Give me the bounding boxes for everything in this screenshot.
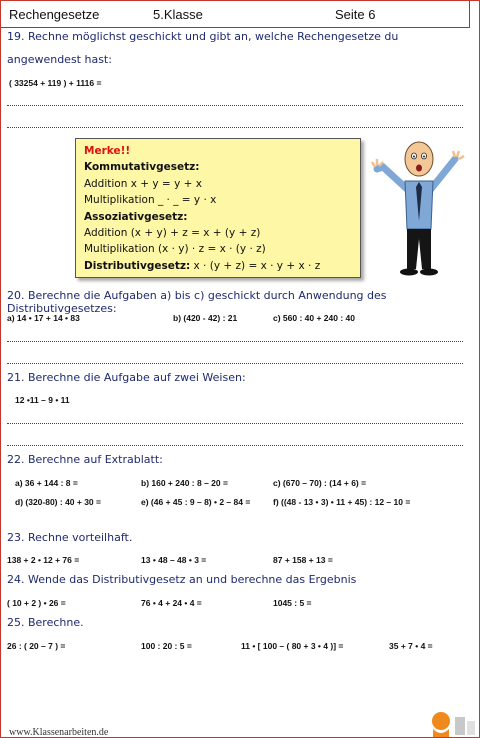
answer-line <box>7 445 463 446</box>
task-21-expression: 12 •11 – 9 • 11 <box>15 395 70 405</box>
merke-assoziativ: Assoziativgesetz: <box>84 210 188 223</box>
task-25-d: 35 + 7 • 4 = <box>389 641 433 651</box>
task-24-b: 76 • 4 + 24 • 4 = <box>141 598 202 608</box>
task-22-e: e) (46 + 45 : 9 – 8) • 2 – 84 = <box>141 497 251 507</box>
task-19-title-cont: angewendest hast: <box>7 53 112 66</box>
task-22-a: a) 36 + 144 : 8 = <box>15 478 78 488</box>
task-22-f: f) ((48 - 13 • 3) • 11 + 45) : 12 – 10 = <box>273 497 411 507</box>
merke-line: Multiplikation (x · y) · z = x · (y · z) <box>84 243 266 256</box>
task-25-b: 100 : 20 : 5 = <box>141 641 192 651</box>
answer-line <box>7 127 463 128</box>
merke-title: Merke!! <box>84 145 131 157</box>
task-20-title: 20. Berechne die Aufgaben a) bis c) geschickt durch Anwendung des Distributivgesetzes: <box>7 289 387 315</box>
grade-label: 5.Klasse <box>153 7 203 22</box>
footer-site: www.Klassenarbeiten.de <box>9 727 109 738</box>
task-25-c: 11 • [ 100 – ( 80 + 3 • 4 )] = <box>241 641 344 651</box>
task-19-expression: ( 33254 + 119 ) + 1116 = <box>9 78 102 88</box>
teacher-illustration <box>369 129 469 279</box>
page-number: Seite 6 <box>335 7 376 22</box>
task-20-c: c) 560 : 40 + 240 : 40 <box>273 313 355 323</box>
answer-line <box>7 423 463 424</box>
task-22-title: 22. Berechne auf Extrablatt: <box>7 453 163 466</box>
merke-distributiv: Distributivgesetz: <box>84 259 191 272</box>
answer-line <box>7 105 463 106</box>
task-20-a: a) 14 • 17 + 14 • 83 <box>7 313 80 323</box>
task-24-c: 1045 : 5 = <box>273 598 312 608</box>
merke-line: Addition (x + y) + z = x + (y + z) <box>84 227 261 240</box>
task-23-c: 87 + 158 + 13 = <box>273 555 333 565</box>
merke-line: Addition x + y = y + x <box>84 177 202 190</box>
task-19-title: 19. Rechne möglichst geschickt und gibt an, welche Rechengesetze du <box>7 30 399 43</box>
merke-line: x · (y + z) = x · y + x · z <box>190 259 321 272</box>
merke-kommutativ: Kommutativgesetz: <box>84 161 200 174</box>
task-23-b: 13 • 48 – 48 • 3 = <box>141 555 207 565</box>
answer-line <box>7 341 463 342</box>
task-22-c: c) (670 – 70) : (14 + 6) = <box>273 478 367 488</box>
task-22-d: d) (320-80) : 40 + 30 = <box>15 497 101 507</box>
task-23-title: 23. Rechne vorteilhaft. <box>7 531 133 544</box>
task-23-a: 138 + 2 • 12 + 76 = <box>7 555 80 565</box>
task-25-title: 25. Berechne. <box>7 616 84 629</box>
answer-line <box>7 363 463 364</box>
task-24-title: 24. Wende das Distributivgesetz an und berechne das Ergebnis <box>7 573 357 586</box>
footer-logo-icon <box>429 709 479 737</box>
merke-line: Multiplikation _ · _ = y · x <box>84 194 217 207</box>
task-21-title: 21. Berechne die Aufgabe auf zwei Weisen: <box>7 371 246 384</box>
subject-title: Rechengesetze <box>9 7 100 22</box>
task-25-a: 26 : ( 20 – 7 ) = <box>7 641 66 651</box>
task-20-b: b) (420 - 42) : 21 <box>173 313 238 323</box>
task-22-b: b) 160 + 240 : 8 – 20 = <box>141 478 228 488</box>
header-bar <box>1 1 470 28</box>
task-24-a: ( 10 + 2 ) • 26 = <box>7 598 66 608</box>
merke-box <box>75 138 361 278</box>
